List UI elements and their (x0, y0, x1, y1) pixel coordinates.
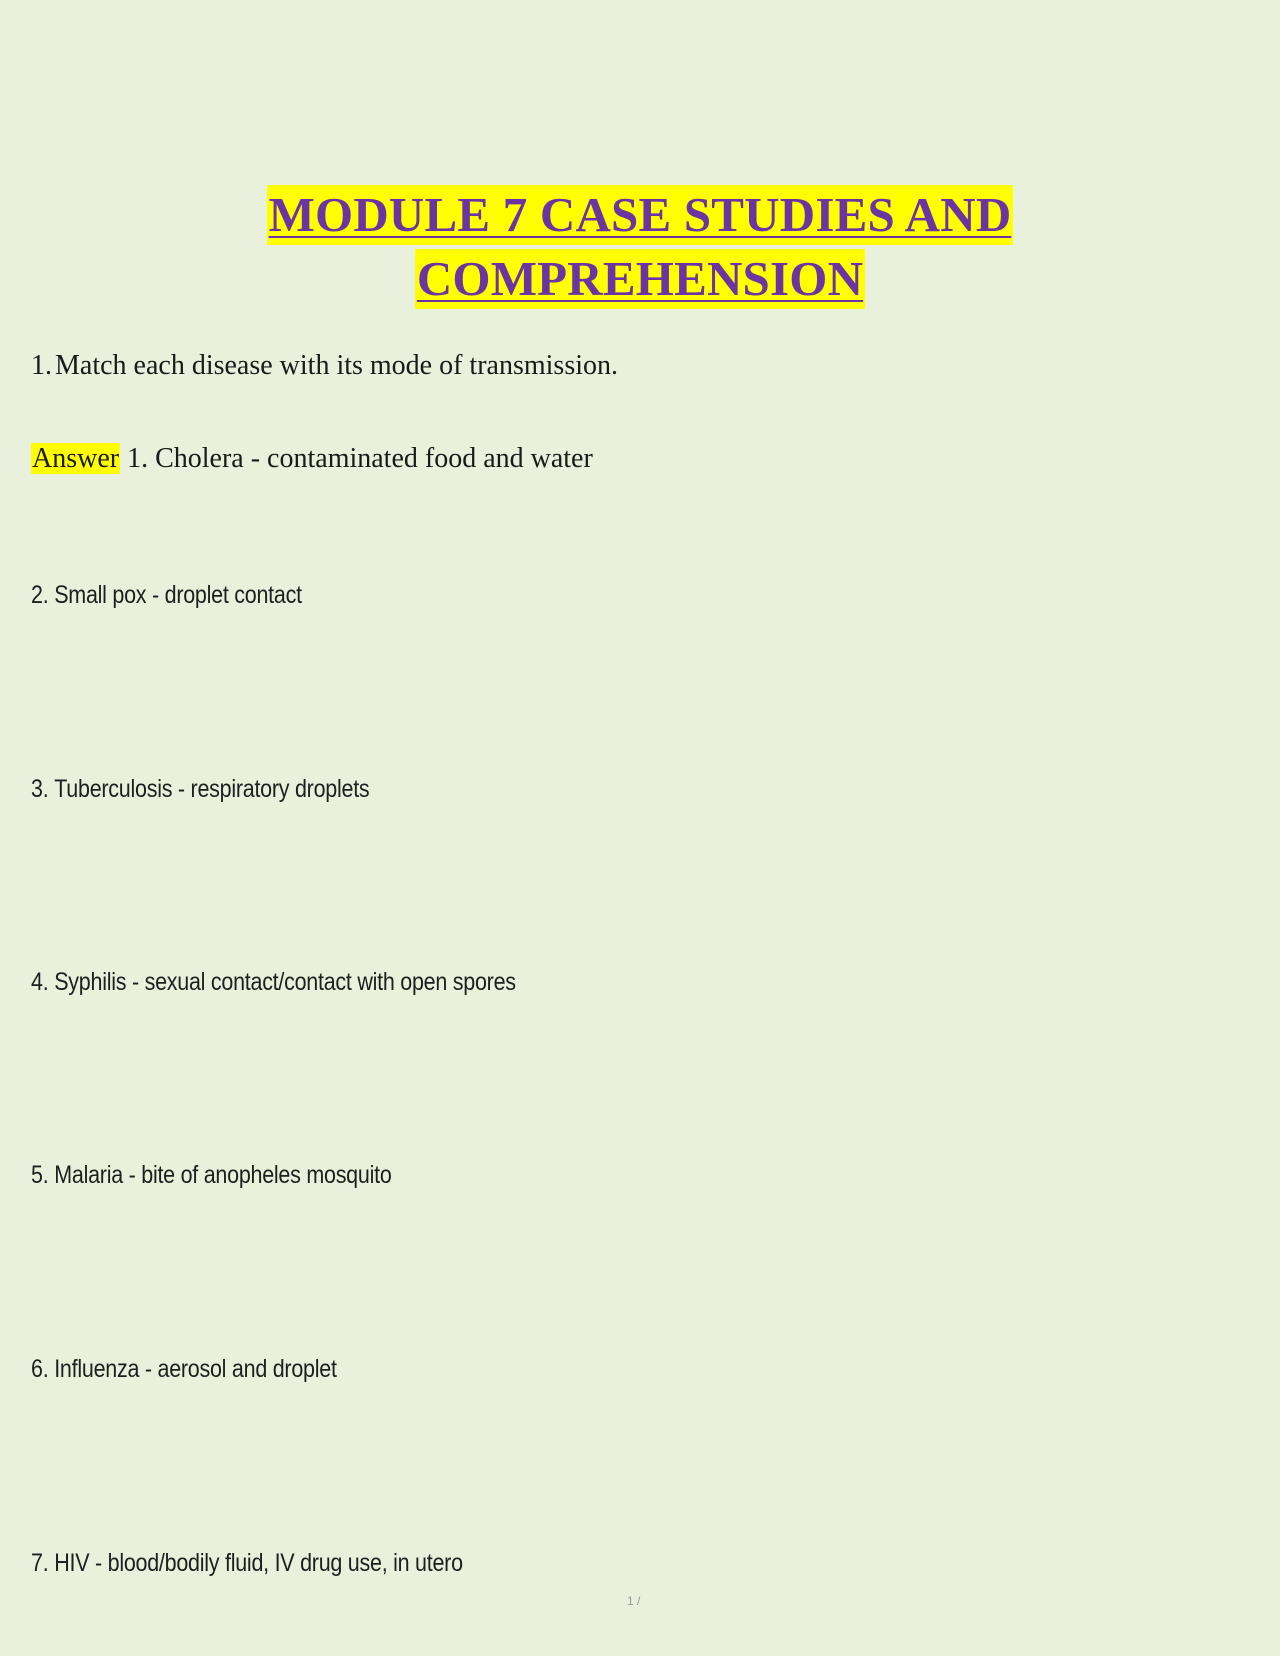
list-item (31, 1352, 337, 1386)
answer-text: 1. Cholera - contaminated food and water (120, 443, 593, 474)
list-item-number: 2. (31, 581, 49, 609)
list-item-number: 3. (31, 775, 49, 803)
list-item-text: HIV - blood/bodily fluid, IV drug use, in utero (54, 1549, 463, 1577)
question-1 (31, 348, 618, 384)
list-item-number: 7. (31, 1549, 49, 1577)
list-item-number: 5. (31, 1161, 49, 1189)
list-item (31, 578, 302, 612)
title-line-1: MODULE 7 CASE STUDIES AND (267, 185, 1014, 245)
page-number: 1 / (627, 1594, 641, 1608)
question-text: Match each disease with its mode of transmission. (55, 350, 618, 381)
list-item-text: Tuberculosis - respiratory droplets (54, 775, 370, 803)
title-line-2: COMPREHENSION (415, 249, 865, 309)
list-item-text: Small pox - droplet contact (54, 581, 302, 609)
list-item-text: Influenza - aerosol and droplet (54, 1355, 337, 1383)
question-number: 1. (31, 350, 52, 381)
list-item-number: 6. (31, 1355, 49, 1383)
list-item-number: 4. (31, 968, 49, 996)
list-item (31, 772, 369, 806)
answer-line (31, 440, 593, 478)
list-item (31, 1546, 463, 1580)
list-item-text: Syphilis - sexual contact/contact with open spores (54, 968, 516, 996)
list-item-text: Malaria - bite of anopheles mosquito (54, 1161, 392, 1189)
list-item (31, 965, 516, 999)
list-item (31, 1158, 392, 1192)
page-title (0, 185, 1280, 313)
answer-label: Answer (32, 443, 120, 474)
